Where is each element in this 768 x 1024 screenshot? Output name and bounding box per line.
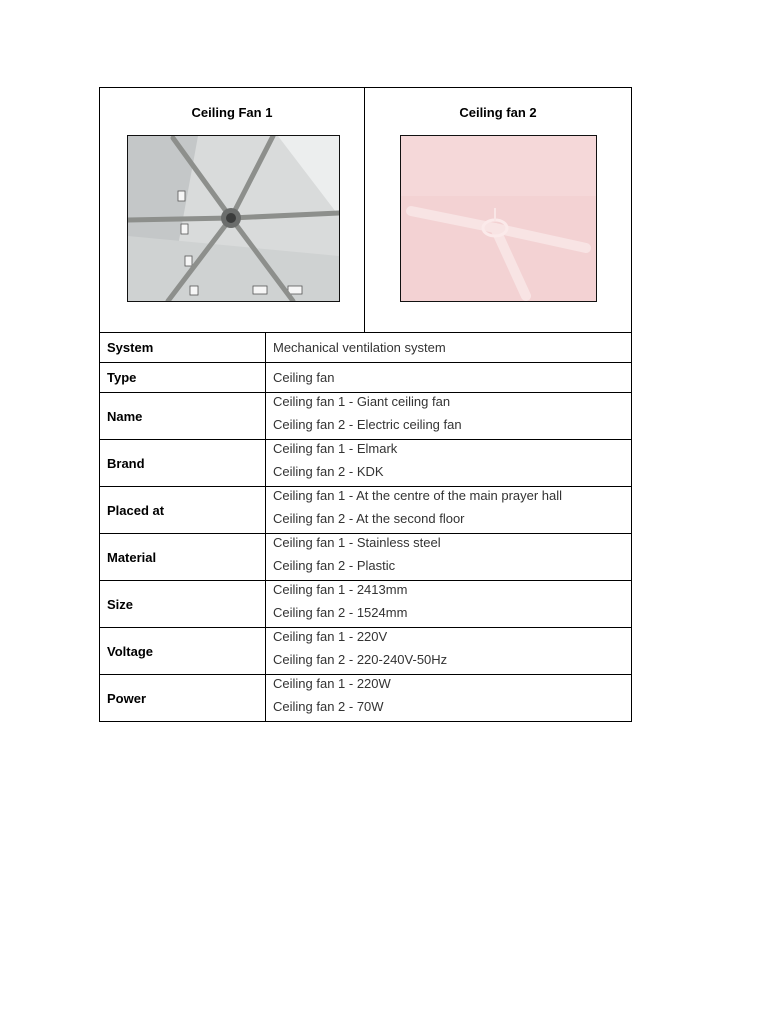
- row-value: [266, 578, 631, 627]
- fan1-cell: [100, 88, 365, 332]
- table-row: [100, 440, 631, 487]
- spec-table: [99, 87, 632, 722]
- table-row: [100, 581, 631, 628]
- row-label: Name: [100, 393, 266, 439]
- row-value: [266, 437, 631, 486]
- table-row: [100, 393, 631, 440]
- value-line: Ceiling fan 1 - Stainless steel: [273, 535, 441, 550]
- fan1-photo: [127, 135, 340, 302]
- value-line: Ceiling fan 2 - At the second floor: [273, 511, 465, 526]
- table-row: [100, 363, 631, 393]
- row-label: System: [100, 333, 266, 362]
- table-row: [100, 333, 631, 363]
- table-row: [100, 675, 631, 721]
- value-line: Ceiling fan: [273, 370, 335, 385]
- value-line: Ceiling fan 1 - Giant ceiling fan: [273, 394, 451, 409]
- row-label: Size: [100, 581, 266, 627]
- value-line: Ceiling fan 2 - 220-240V-50Hz: [273, 652, 448, 667]
- value-line: Ceiling fan 2 - Plastic: [273, 558, 396, 573]
- fan1-title: Ceiling Fan 1: [191, 105, 273, 120]
- photo-row: [100, 88, 631, 333]
- fan2-title: Ceiling fan 2: [459, 105, 537, 120]
- table-row: [100, 628, 631, 675]
- value-line: Ceiling fan 2 - 70W: [273, 699, 384, 714]
- row-label: Material: [100, 534, 266, 580]
- value-line: Ceiling fan 2 - Electric ceiling fan: [273, 417, 462, 432]
- value-line: Ceiling fan 1 - 220V: [273, 629, 388, 644]
- row-value: [266, 484, 631, 533]
- table-row: [100, 534, 631, 581]
- row-label: Placed at: [100, 487, 266, 533]
- row-value: [266, 333, 631, 362]
- value-line: Ceiling fan 1 - 2413mm: [273, 582, 408, 597]
- value-line: Ceiling fan 2 - 1524mm: [273, 605, 408, 620]
- row-value: [266, 672, 631, 721]
- value-line: Ceiling fan 1 - Elmark: [273, 441, 398, 456]
- row-label: Type: [100, 363, 266, 392]
- row-value: [266, 531, 631, 580]
- table-row: [100, 487, 631, 534]
- fan2-cell: [365, 88, 631, 332]
- fan2-photo: [400, 135, 597, 302]
- value-line: Ceiling fan 1 - 220W: [273, 676, 391, 691]
- row-label: Power: [100, 675, 266, 721]
- row-value: [266, 363, 631, 392]
- value-line: Ceiling fan 2 - KDK: [273, 464, 384, 479]
- value-line: Mechanical ventilation system: [273, 340, 446, 355]
- row-label: Voltage: [100, 628, 266, 674]
- row-value: [266, 625, 631, 674]
- value-line: Ceiling fan 1 - At the centre of the main prayer hall: [273, 488, 563, 503]
- row-label: Brand: [100, 440, 266, 486]
- row-value: [266, 390, 631, 439]
